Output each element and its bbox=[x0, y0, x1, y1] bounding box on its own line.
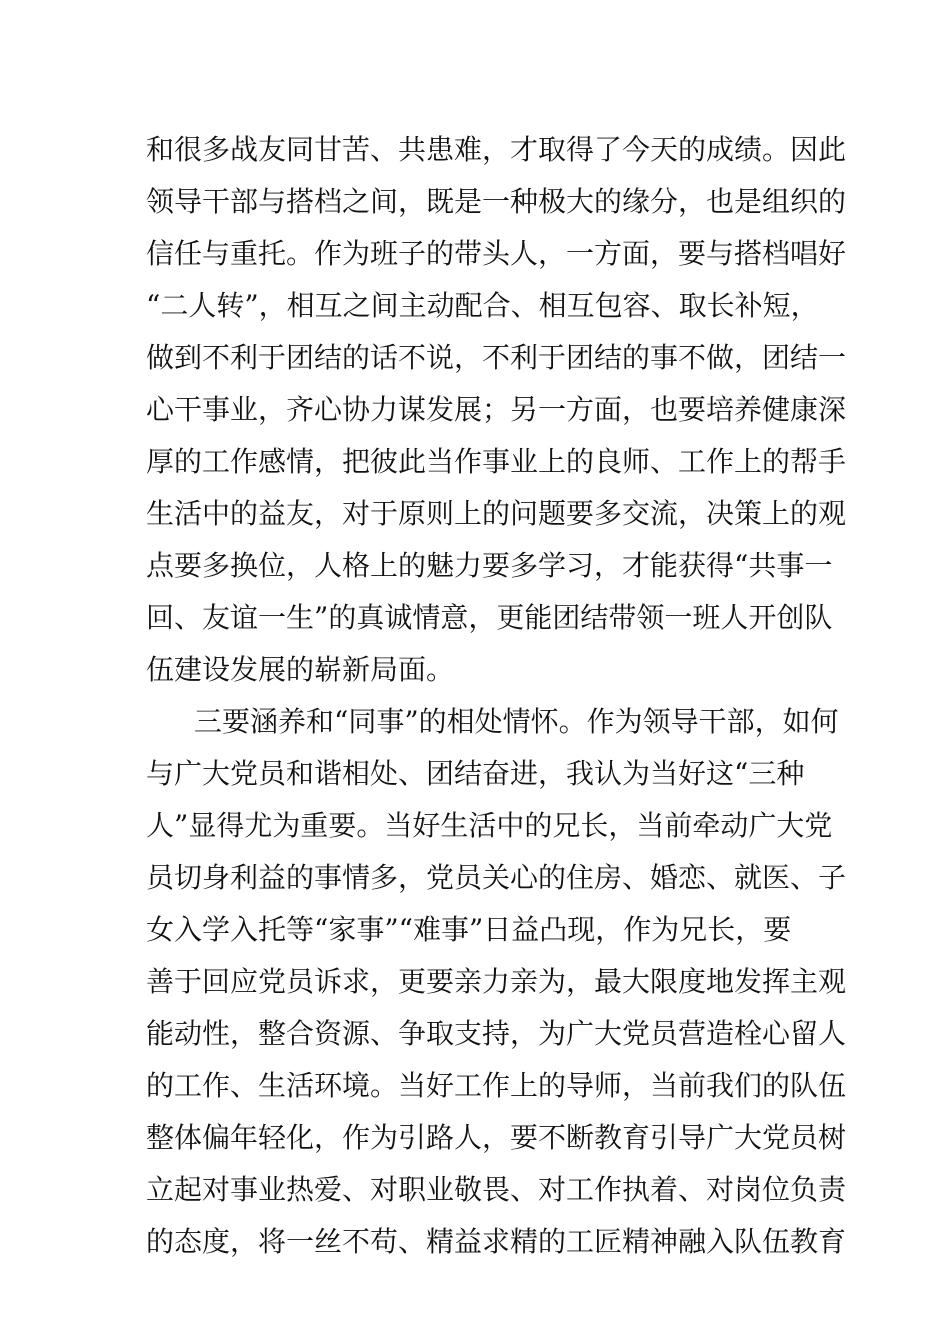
text-line bbox=[0, 124, 950, 176]
line-text: 生活中的益友，对于原则上的问题要多交流，决策上的观 bbox=[146, 497, 847, 530]
text-line bbox=[0, 384, 950, 436]
line-text: 善于回应党员诉求，更要亲力亲为，最大限度地发挥主观 bbox=[146, 965, 847, 998]
line-text: 领导干部与搭档之间，既是一种极大的缘分，也是组织的 bbox=[146, 185, 847, 218]
text-line bbox=[0, 332, 950, 384]
line-text: 能动性，整合资源、争取支持，为广大党员营造栓心留人 bbox=[146, 1017, 847, 1050]
text-line bbox=[0, 1008, 950, 1060]
text-line bbox=[0, 1060, 950, 1112]
line-text: 员切身利益的事情多，党员关心的住房、婚恋、就医、子 bbox=[146, 861, 847, 894]
line-text: 人”显得尤为重要。当好生活中的兄长，当前牵动广大党 bbox=[146, 809, 833, 842]
text-line bbox=[0, 592, 950, 644]
line-text: 做到不利于团结的话不说，不利于团结的事不做，团结一 bbox=[146, 341, 847, 374]
line-text: 点要多换位，人格上的魅力要多学习，才能获得“共事一 bbox=[146, 549, 833, 582]
line-text: “二人转”，相互之间主动配合、相互包容、取长补短， bbox=[146, 289, 819, 322]
paragraph-first-line bbox=[0, 696, 950, 748]
text-line bbox=[0, 644, 950, 696]
line-text: 心干事业，齐心协力谋发展；另一方面，也要培养健康深 bbox=[146, 393, 847, 426]
line-text: 女入学入托等“家事”“难事”日益凸现，作为兄长，要 bbox=[146, 913, 792, 946]
text-line bbox=[0, 1164, 950, 1216]
text-line bbox=[0, 1216, 950, 1268]
line-text: 与广大党员和谐相处、团结奋进，我认为当好这“三种 bbox=[146, 757, 805, 790]
text-line bbox=[0, 176, 950, 228]
text-line bbox=[0, 800, 950, 852]
text-line bbox=[0, 748, 950, 800]
text-line bbox=[0, 228, 950, 280]
text-line bbox=[0, 1112, 950, 1164]
text-line bbox=[0, 436, 950, 488]
line-text: 三要涵养和“同事”的相处情怀。作为领导干部，如何 bbox=[194, 705, 839, 738]
line-text: 厚的工作感情，把彼此当作事业上的良师、工作上的帮手 bbox=[146, 445, 847, 478]
text-line bbox=[0, 852, 950, 904]
text-line bbox=[0, 904, 950, 956]
line-text: 信任与重托。作为班子的带头人，一方面，要与搭档唱好 bbox=[146, 237, 847, 270]
text-line bbox=[0, 540, 950, 592]
text-line bbox=[0, 280, 950, 332]
line-text: 的态度，将一丝不苟、精益求精的工匠精神融入队伍教育 bbox=[146, 1225, 847, 1258]
line-text: 伍建设发展的崭新局面。 bbox=[146, 653, 455, 686]
line-text: 整体偏年轻化，作为引路人，要不断教育引导广大党员树 bbox=[146, 1121, 847, 1154]
line-text: 和很多战友同甘苦、共患难，才取得了今天的成绩。因此 bbox=[146, 133, 847, 166]
line-text: 立起对事业热爱、对职业敬畏、对工作执着、对岗位负责 bbox=[146, 1173, 847, 1206]
text-line bbox=[0, 488, 950, 540]
line-text: 回、友谊一生”的真诚情意，更能团结带领一班人开创队 bbox=[146, 601, 833, 634]
line-text: 的工作、生活环境。当好工作上的导师，当前我们的队伍 bbox=[146, 1069, 847, 1102]
text-line bbox=[0, 956, 950, 1008]
